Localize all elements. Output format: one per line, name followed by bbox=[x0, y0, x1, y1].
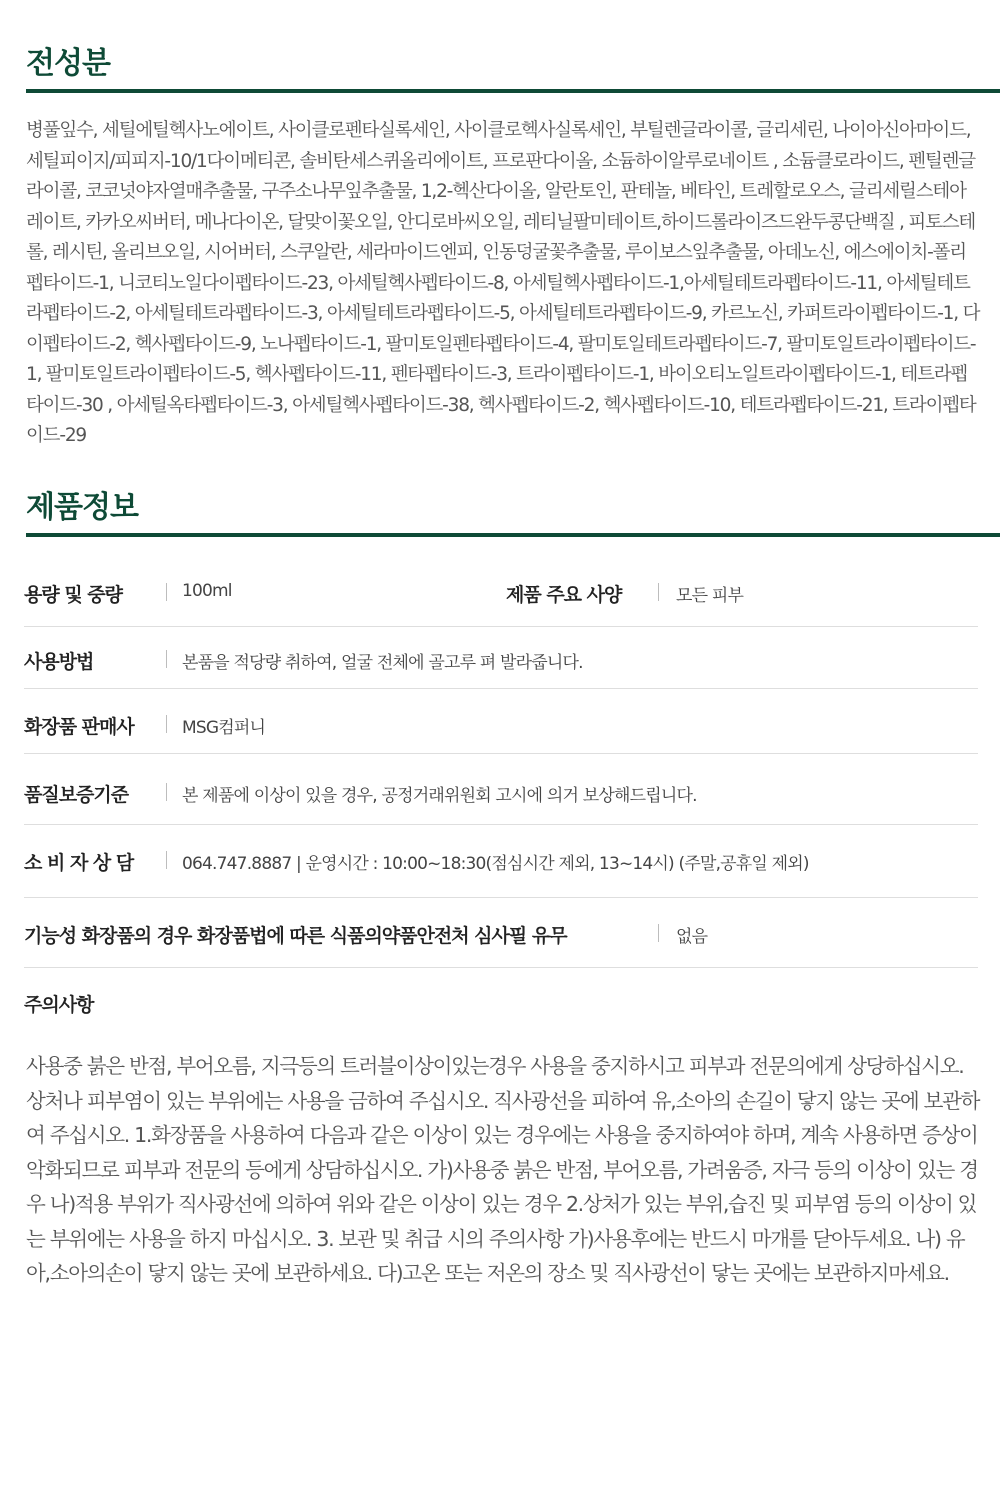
row-separator bbox=[658, 583, 659, 601]
ingredients-divider bbox=[26, 89, 1000, 93]
consult-label: 소 비 자 상 담 bbox=[24, 852, 134, 874]
product-info-title: 제품정보 bbox=[26, 490, 138, 525]
functional-value: 없음 bbox=[676, 927, 708, 947]
functional-label: 기능성 화장품의 경우 화장품법에 따른 식품의약품안전처 심사필 유무 bbox=[24, 925, 567, 947]
capacity-value: 100ml bbox=[182, 581, 232, 601]
caution-text: 사용중 붉은 반점, 부어오름, 지극등의 트러블이상이있는경우 사용을 중지하시고 피부과 전문의에게 상당하십시오. 상처나 피부염이 있는 부위에는 사용을 금하여 주십시오. 직사광선을 피하여 유,소아의 손길이 닿지 않는 곳에 보관하여 주십시오. 1.화장품을 사용하여 다음과 같은 이상이 있는 경우에는 사용을 중지하여야 하며, 계속 사용하면 증상이 악화되므로 피부과 전문의 등에게 상담하십시오. 가)사용중 붉은 반점, 부어오름, 가려움증, 자극 등의 이상이 있는 경우 나)적용 부위가 직사광선에 의하여 위와 같은 이상이 있는 경우 2.상처가 있는 부위,습진 및 피부염 등의 이상이 있는 부위에는 사용을 하지 마십시오. 3. 보관 및 취급 시의 주의사항 가)사용후에는 반드시 마개를 닫아두세요. 나) 유아,소아의손이 닿지 않는 곳에 보관하세요. 다)고온 또는 저온의 장소 및 직사광선이 닿는 곳에는 보관하지마세요. bbox=[26, 1054, 980, 1285]
spec-value: 모든 피부 bbox=[676, 586, 744, 606]
seller-value: MSG컴퍼니 bbox=[182, 718, 266, 738]
row-divider bbox=[24, 967, 978, 968]
row-divider bbox=[24, 897, 978, 898]
seller-label: 화장품 판매사 bbox=[24, 716, 134, 738]
row-divider bbox=[24, 753, 978, 754]
row-divider bbox=[24, 688, 978, 689]
row-separator bbox=[166, 715, 167, 733]
product-info-divider bbox=[26, 533, 1000, 537]
capacity-label: 용량 및 중량 bbox=[24, 584, 122, 606]
row-separator bbox=[166, 650, 167, 668]
spec-label: 제품 주요 사양 bbox=[506, 584, 622, 606]
usage-label: 사용방법 bbox=[24, 651, 94, 673]
row-separator bbox=[658, 924, 659, 942]
ingredients-text: 병풀잎수, 세틸에틸헥사노에이트, 사이클로펜타실록세인, 사이클로헥사실록세인, 부틸렌글라이콜, 글리세린, 나이아신아마이드, 세틸피이지/피피지-10/1다이메티콘, 솔비탄세스퀴올리에이트, 프로판다이올, 소듐하이알루로네이트 , 소듐클로라이드, 펜틸렌글라이콜, 코코넛야자열매추출물, 구주소나무잎추출물, 1,2-헥산다이올, 알란토인, 판테놀, 베타인, 트레할로오스, 글리세릴스테아레이트, 카카오씨버터, 메나다이온, 달맞이꽃오일, 안디로바씨오일, 레티닐팔미테이트,하이드롤라이즈드완두콩단백질 , 피토스테롤, 레시틴, 올리브오일, 시어버터, 스쿠알란, 세라마이드엔피, 인동덩굴꽃추출물, 루이보스잎추출물, 아데노신, 에스에이치-폴리펩타이드-1, 니코티노일다이펩타이드-23, 아세틸헥사펩타이드-8, 아세틸헥사펩타이드-1,아세틸테트라펩타이드-11, 아세틸테트라펩타이드-2, 아세틸테트라펩타이드-3, 아세틸테트라펩타이드-5, 아세틸테트라펩타이드-9, 카르노신, 카퍼트라이펩타이드-1, 다이펩타이드-2, 헥사펩타이드-9, 노나펩타이드-1, 팔미토일펜타펩타이드-4, 팔미토일테트라펩타이드-7, 팔미토일트라이펩타이드-1, 팔미토일트라이펩타이드-5, 헥사펩타이드-11, 펜타펩타이드-3, 트라이펩타이드-1, 바이오티노일트라이펩타이드-1, 테트라펩타이드-30 , 아세틸옥타펩타이드-3, 아세틸헥사펩타이드-38, 헥사펩타이드-2, 헥사펩타이드-10, 테트라펩타이드-21, 트라이펩타이드-29 bbox=[26, 120, 980, 446]
row-separator bbox=[166, 851, 167, 869]
ingredients-title: 전성분 bbox=[26, 46, 110, 81]
quality-value: 본 제품에 이상이 있을 경우, 공정거래위원회 고시에 의거 보상해드립니다. bbox=[182, 786, 697, 806]
consult-value: 064.747.8887 | 운영시간 : 10:00~18:30(점심시간 제외, 13~14시) (주말,공휴일 제외) bbox=[182, 854, 809, 874]
row-separator bbox=[166, 783, 167, 801]
row-divider bbox=[24, 824, 978, 825]
usage-value: 본품을 적당량 취하여, 얼굴 전체에 골고루 펴 발라줍니다. bbox=[182, 653, 583, 673]
row-divider bbox=[24, 626, 978, 627]
quality-label: 품질보증기준 bbox=[24, 784, 129, 806]
caution-label: 주의사항 bbox=[24, 994, 94, 1016]
row-separator bbox=[166, 583, 167, 601]
